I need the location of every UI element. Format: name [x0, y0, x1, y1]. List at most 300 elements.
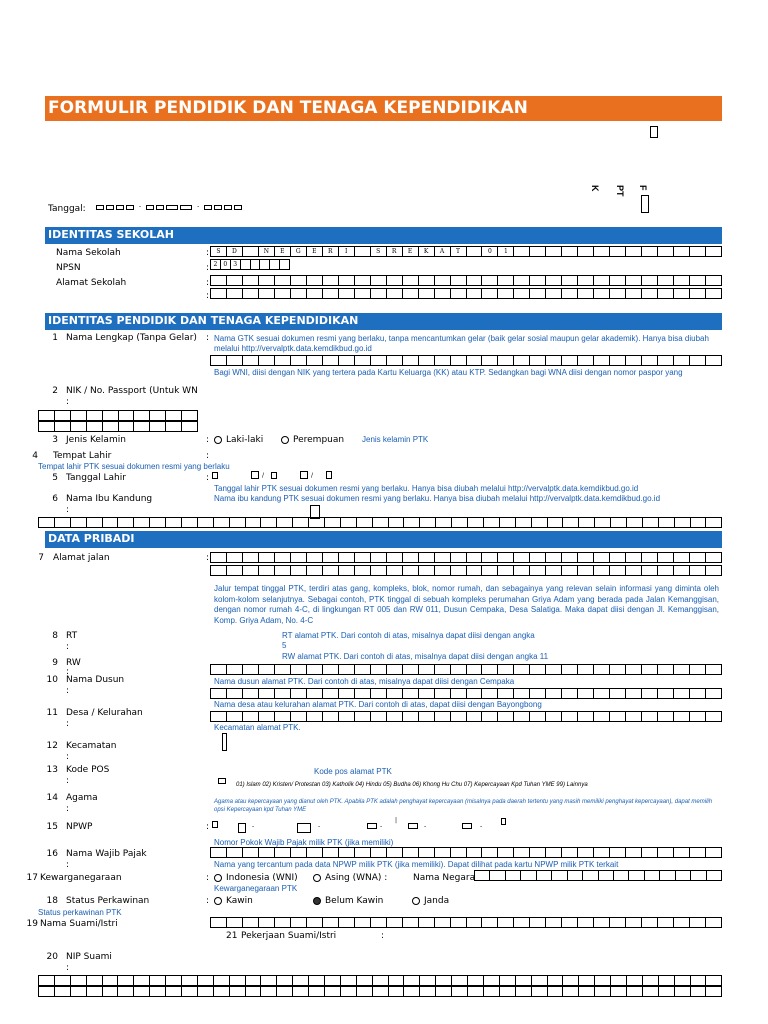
char-cell[interactable] [625, 664, 641, 675]
char-cell[interactable] [290, 275, 306, 286]
char-cell[interactable] [705, 355, 722, 366]
char-cell[interactable] [689, 565, 705, 576]
char-cell[interactable] [657, 246, 673, 257]
char-cell[interactable] [641, 688, 657, 699]
char-cell[interactable] [226, 355, 242, 366]
char-cell[interactable] [386, 275, 402, 286]
char-cell[interactable] [657, 355, 673, 366]
char-cell[interactable] [181, 975, 197, 986]
char-cell[interactable] [529, 565, 545, 576]
nip-suami-field-2[interactable] [38, 986, 722, 997]
char-cell[interactable] [292, 517, 308, 528]
char-cell[interactable] [322, 917, 338, 928]
char-cell[interactable] [529, 711, 545, 722]
char-cell[interactable]: S [210, 246, 226, 257]
char-cell[interactable] [434, 565, 450, 576]
char-cell[interactable] [529, 288, 545, 299]
char-cell[interactable] [38, 986, 54, 997]
char-cell[interactable] [593, 664, 609, 675]
char-cell[interactable] [258, 552, 274, 563]
char-cell[interactable] [118, 421, 134, 432]
nama-sekolah-field[interactable] [210, 246, 722, 257]
char-cell[interactable] [306, 664, 322, 675]
char-cell[interactable] [274, 288, 290, 299]
char-cell[interactable] [467, 975, 483, 986]
char-cell[interactable] [322, 688, 338, 699]
char-cell[interactable] [705, 847, 722, 858]
char-cell[interactable] [274, 552, 290, 563]
char-cell[interactable] [626, 986, 642, 997]
char-cell[interactable] [54, 421, 70, 432]
char-cell[interactable] [290, 552, 306, 563]
char-cell[interactable] [226, 275, 242, 286]
char-cell[interactable] [545, 246, 561, 257]
char-cell[interactable] [242, 288, 258, 299]
char-cell[interactable] [705, 517, 722, 528]
char-cell[interactable] [481, 664, 497, 675]
char-cell[interactable] [551, 870, 566, 881]
char-cell[interactable] [419, 986, 435, 997]
char-cell[interactable] [481, 275, 497, 286]
char-cell[interactable] [561, 275, 577, 286]
char-cell[interactable] [322, 275, 338, 286]
char-cell[interactable] [513, 664, 529, 675]
char-cell[interactable] [673, 288, 689, 299]
char-cell[interactable] [513, 288, 529, 299]
char-cell[interactable] [354, 688, 370, 699]
char-cell[interactable] [165, 986, 181, 997]
char-cell[interactable] [338, 275, 354, 286]
char-cell[interactable] [338, 565, 354, 576]
char-cell[interactable] [260, 975, 276, 986]
char-cell[interactable] [340, 975, 356, 986]
char-cell[interactable] [402, 275, 418, 286]
char-cell[interactable] [531, 975, 547, 986]
char-cell[interactable] [689, 917, 705, 928]
char-cell[interactable] [258, 711, 274, 722]
char-cell[interactable] [372, 986, 388, 997]
char-cell[interactable] [690, 517, 706, 528]
char-cell[interactable] [593, 275, 609, 286]
radio-icon[interactable] [313, 874, 321, 882]
char-cell[interactable] [705, 565, 722, 576]
char-cell[interactable] [577, 552, 593, 563]
char-cell[interactable] [324, 975, 340, 986]
char-cell[interactable] [705, 275, 722, 286]
char-cell[interactable] [609, 275, 625, 286]
char-cell[interactable] [418, 565, 434, 576]
char-cell[interactable]: 3 [230, 259, 240, 270]
char-cell[interactable] [274, 688, 290, 699]
char-cell[interactable] [529, 552, 545, 563]
char-cell[interactable] [133, 986, 149, 997]
char-cell[interactable] [593, 552, 609, 563]
char-cell[interactable] [269, 259, 279, 270]
char-cell[interactable] [689, 246, 705, 257]
char-cell[interactable] [466, 565, 482, 576]
char-cell[interactable] [149, 986, 165, 997]
char-cell[interactable] [499, 517, 515, 528]
char-cell[interactable] [657, 288, 673, 299]
char-cell[interactable] [258, 664, 274, 675]
char-cell[interactable] [577, 355, 593, 366]
char-cell[interactable] [474, 870, 489, 881]
radio-icon[interactable] [214, 874, 222, 882]
char-cell[interactable] [513, 565, 529, 576]
char-cell[interactable] [613, 870, 628, 881]
char-cell[interactable] [513, 688, 529, 699]
char-cell[interactable] [324, 986, 340, 997]
char-cell[interactable] [673, 355, 689, 366]
char-cell[interactable] [577, 711, 593, 722]
char-cell[interactable] [657, 552, 673, 563]
char-cell[interactable] [54, 975, 70, 986]
char-cell[interactable] [403, 975, 419, 986]
char-cell[interactable] [306, 847, 322, 858]
char-cell[interactable] [418, 688, 434, 699]
char-cell[interactable] [370, 664, 386, 675]
char-cell[interactable] [181, 517, 197, 528]
char-cell[interactable] [625, 565, 641, 576]
char-cell[interactable] [210, 275, 226, 286]
char-cell[interactable] [657, 664, 673, 675]
char-cell[interactable] [308, 986, 324, 997]
char-cell[interactable] [561, 355, 577, 366]
char-cell[interactable] [133, 421, 149, 432]
char-cell[interactable] [370, 917, 386, 928]
char-cell[interactable] [372, 975, 388, 986]
char-cell[interactable] [609, 847, 625, 858]
char-cell[interactable] [259, 259, 269, 270]
char-cell[interactable] [561, 711, 577, 722]
jk-perempuan-option[interactable]: Perempuan [281, 435, 344, 445]
char-cell[interactable] [370, 355, 386, 366]
char-cell[interactable] [562, 975, 578, 986]
char-cell[interactable] [258, 275, 274, 286]
char-cell[interactable] [497, 688, 513, 699]
char-cell[interactable] [402, 565, 418, 576]
char-cell[interactable] [418, 711, 434, 722]
char-cell[interactable] [689, 664, 705, 675]
char-cell[interactable] [86, 517, 102, 528]
char-cell[interactable] [213, 517, 229, 528]
char-cell[interactable] [505, 870, 520, 881]
char-cell[interactable] [70, 410, 86, 421]
char-cell[interactable] [625, 288, 641, 299]
char-cell[interactable] [689, 552, 705, 563]
char-cell[interactable]: I [338, 246, 354, 257]
char-cell[interactable] [226, 917, 242, 928]
char-cell[interactable] [577, 565, 593, 576]
char-cell[interactable] [229, 986, 245, 997]
char-cell[interactable] [354, 288, 370, 299]
char-cell[interactable] [242, 275, 258, 286]
char-cell[interactable] [466, 246, 482, 257]
char-cell[interactable] [388, 975, 404, 986]
char-cell[interactable] [213, 975, 229, 986]
char-cell[interactable] [38, 517, 54, 528]
status-belum-option[interactable]: Belum Kawin [313, 896, 383, 906]
char-cell[interactable] [673, 246, 689, 257]
char-cell[interactable] [673, 711, 689, 722]
char-cell[interactable] [403, 517, 419, 528]
alamat-jalan-field-2[interactable] [210, 565, 722, 576]
radio-icon[interactable] [412, 897, 420, 905]
char-cell[interactable] [641, 275, 657, 286]
char-cell[interactable] [641, 246, 657, 257]
char-cell[interactable] [322, 664, 338, 675]
char-cell[interactable] [466, 711, 482, 722]
jk-laki-option[interactable]: Laki-laki [214, 435, 263, 445]
char-cell[interactable] [609, 711, 625, 722]
char-cell[interactable] [402, 917, 418, 928]
nama-suami-field[interactable] [210, 917, 722, 928]
char-cell[interactable] [402, 847, 418, 858]
char-cell[interactable] [435, 517, 451, 528]
char-cell[interactable] [577, 246, 593, 257]
char-cell[interactable] [561, 246, 577, 257]
char-cell[interactable] [520, 870, 535, 881]
char-cell[interactable] [210, 288, 226, 299]
char-cell[interactable] [657, 847, 673, 858]
char-cell[interactable] [274, 711, 290, 722]
char-cell[interactable] [705, 711, 722, 722]
char-cell[interactable] [370, 688, 386, 699]
char-cell[interactable] [372, 517, 388, 528]
char-cell[interactable] [641, 288, 657, 299]
char-cell[interactable] [451, 975, 467, 986]
char-cell[interactable] [450, 664, 466, 675]
char-cell[interactable] [260, 986, 276, 997]
char-cell[interactable] [466, 688, 482, 699]
nik-field-2[interactable] [38, 421, 198, 432]
char-cell[interactable]: 0 [481, 246, 497, 257]
char-cell[interactable] [481, 288, 497, 299]
char-cell[interactable] [705, 552, 722, 563]
char-cell[interactable] [402, 688, 418, 699]
char-cell[interactable] [625, 711, 641, 722]
char-cell[interactable] [547, 517, 563, 528]
char-cell[interactable] [102, 975, 118, 986]
char-cell[interactable] [258, 917, 274, 928]
char-cell[interactable] [567, 870, 582, 881]
char-cell[interactable] [133, 410, 149, 421]
char-cell[interactable] [499, 975, 515, 986]
char-cell[interactable] [593, 711, 609, 722]
char-cell[interactable] [545, 688, 561, 699]
char-cell[interactable] [450, 917, 466, 928]
char-cell[interactable] [609, 664, 625, 675]
char-cell[interactable] [338, 847, 354, 858]
char-cell[interactable]: 1 [497, 246, 513, 257]
char-cell[interactable] [117, 517, 133, 528]
char-cell[interactable] [515, 986, 531, 997]
char-cell[interactable] [641, 355, 657, 366]
char-cell[interactable] [659, 870, 674, 881]
radio-icon[interactable] [214, 436, 222, 444]
char-cell[interactable] [258, 847, 274, 858]
char-cell[interactable] [561, 552, 577, 563]
char-cell[interactable] [102, 421, 118, 432]
char-cell[interactable] [354, 847, 370, 858]
npsn-field[interactable] [210, 259, 290, 270]
char-cell[interactable] [689, 288, 705, 299]
char-cell[interactable] [561, 917, 577, 928]
char-cell[interactable] [689, 688, 705, 699]
char-cell[interactable] [610, 986, 626, 997]
char-cell[interactable] [673, 552, 689, 563]
char-cell[interactable] [483, 517, 499, 528]
char-cell[interactable] [242, 355, 258, 366]
char-cell[interactable] [626, 975, 642, 986]
char-cell[interactable] [165, 421, 181, 432]
char-cell[interactable] [466, 275, 482, 286]
char-cell[interactable] [674, 986, 690, 997]
char-cell[interactable] [356, 986, 372, 997]
status-janda-option[interactable]: Janda [412, 896, 449, 906]
char-cell[interactable] [690, 986, 706, 997]
char-cell[interactable] [657, 688, 673, 699]
kw-wni-option[interactable]: Indonesia (WNI) [214, 873, 298, 883]
char-cell[interactable] [229, 975, 245, 986]
char-cell[interactable] [434, 275, 450, 286]
char-cell[interactable] [258, 688, 274, 699]
char-cell[interactable] [598, 870, 613, 881]
char-cell[interactable] [545, 565, 561, 576]
char-cell[interactable] [386, 711, 402, 722]
char-cell[interactable] [181, 986, 197, 997]
char-cell[interactable] [545, 552, 561, 563]
char-cell[interactable] [706, 870, 722, 881]
nik-field[interactable] [38, 410, 198, 421]
char-cell[interactable] [577, 275, 593, 286]
ibu-kandung-field[interactable] [38, 517, 722, 528]
char-cell[interactable] [657, 711, 673, 722]
char-cell[interactable]: G [290, 246, 306, 257]
char-cell[interactable] [497, 664, 513, 675]
char-cell[interactable] [402, 355, 418, 366]
char-cell[interactable] [102, 517, 118, 528]
char-cell[interactable] [418, 275, 434, 286]
char-cell[interactable] [290, 664, 306, 675]
char-cell[interactable] [418, 355, 434, 366]
wajib-pajak-field[interactable] [210, 847, 722, 858]
char-cell[interactable] [370, 711, 386, 722]
char-cell[interactable] [149, 421, 165, 432]
char-cell[interactable] [276, 975, 292, 986]
char-cell[interactable] [481, 355, 497, 366]
char-cell[interactable] [356, 517, 372, 528]
char-cell[interactable] [578, 986, 594, 997]
char-cell[interactable] [149, 517, 165, 528]
char-cell[interactable] [306, 711, 322, 722]
char-cell[interactable] [197, 517, 213, 528]
char-cell[interactable] [435, 986, 451, 997]
char-cell[interactable] [354, 275, 370, 286]
char-cell[interactable]: T [450, 246, 466, 257]
char-cell[interactable] [434, 355, 450, 366]
char-cell[interactable] [673, 688, 689, 699]
char-cell[interactable] [354, 552, 370, 563]
char-cell[interactable] [451, 517, 467, 528]
char-cell[interactable] [561, 847, 577, 858]
char-cell[interactable] [673, 565, 689, 576]
char-cell[interactable] [435, 975, 451, 986]
char-cell[interactable] [242, 917, 258, 928]
char-cell[interactable] [625, 355, 641, 366]
char-cell[interactable] [536, 870, 551, 881]
char-cell[interactable] [290, 711, 306, 722]
char-cell[interactable] [529, 246, 545, 257]
char-cell[interactable] [242, 565, 258, 576]
char-cell[interactable]: E [402, 246, 418, 257]
char-cell[interactable] [642, 517, 658, 528]
char-cell[interactable] [258, 288, 274, 299]
char-cell[interactable] [70, 986, 86, 997]
tanggal-field[interactable]: - - [96, 203, 242, 210]
char-cell[interactable] [593, 917, 609, 928]
char-cell[interactable] [450, 688, 466, 699]
char-cell[interactable] [274, 847, 290, 858]
char-cell[interactable] [561, 688, 577, 699]
char-cell[interactable] [306, 288, 322, 299]
char-cell[interactable] [245, 986, 261, 997]
char-cell[interactable] [594, 517, 610, 528]
char-cell[interactable] [38, 975, 54, 986]
char-cell[interactable] [641, 552, 657, 563]
char-cell[interactable] [529, 664, 545, 675]
char-cell[interactable] [386, 688, 402, 699]
nama-negara-field[interactable] [474, 870, 722, 881]
char-cell[interactable] [338, 917, 354, 928]
char-cell[interactable] [705, 917, 722, 928]
char-cell[interactable] [242, 688, 258, 699]
char-cell[interactable] [481, 711, 497, 722]
char-cell[interactable] [210, 552, 226, 563]
char-cell[interactable] [657, 565, 673, 576]
char-cell[interactable] [545, 917, 561, 928]
char-cell[interactable] [625, 246, 641, 257]
char-cell[interactable] [434, 847, 450, 858]
char-cell[interactable] [292, 975, 308, 986]
char-cell[interactable] [306, 565, 322, 576]
char-cell[interactable]: K [418, 246, 434, 257]
char-cell[interactable] [644, 870, 659, 881]
char-cell[interactable] [513, 246, 529, 257]
char-cell[interactable] [531, 517, 547, 528]
char-cell[interactable] [86, 410, 102, 421]
kw-wna-option[interactable]: Asing (WNA) : [313, 873, 387, 883]
char-cell[interactable] [418, 552, 434, 563]
char-cell[interactable] [561, 565, 577, 576]
char-cell[interactable] [370, 552, 386, 563]
char-cell[interactable] [226, 552, 242, 563]
char-cell[interactable] [118, 410, 134, 421]
char-cell[interactable] [673, 847, 689, 858]
char-cell[interactable] [466, 355, 482, 366]
char-cell[interactable] [402, 552, 418, 563]
char-cell[interactable] [338, 355, 354, 366]
char-cell[interactable] [370, 565, 386, 576]
char-cell[interactable] [690, 975, 706, 986]
char-cell[interactable] [450, 565, 466, 576]
char-cell[interactable] [290, 917, 306, 928]
char-cell[interactable] [54, 410, 70, 421]
char-cell[interactable] [322, 847, 338, 858]
char-cell[interactable] [86, 986, 102, 997]
alamat-jalan-field[interactable] [210, 552, 722, 563]
char-cell[interactable] [641, 565, 657, 576]
